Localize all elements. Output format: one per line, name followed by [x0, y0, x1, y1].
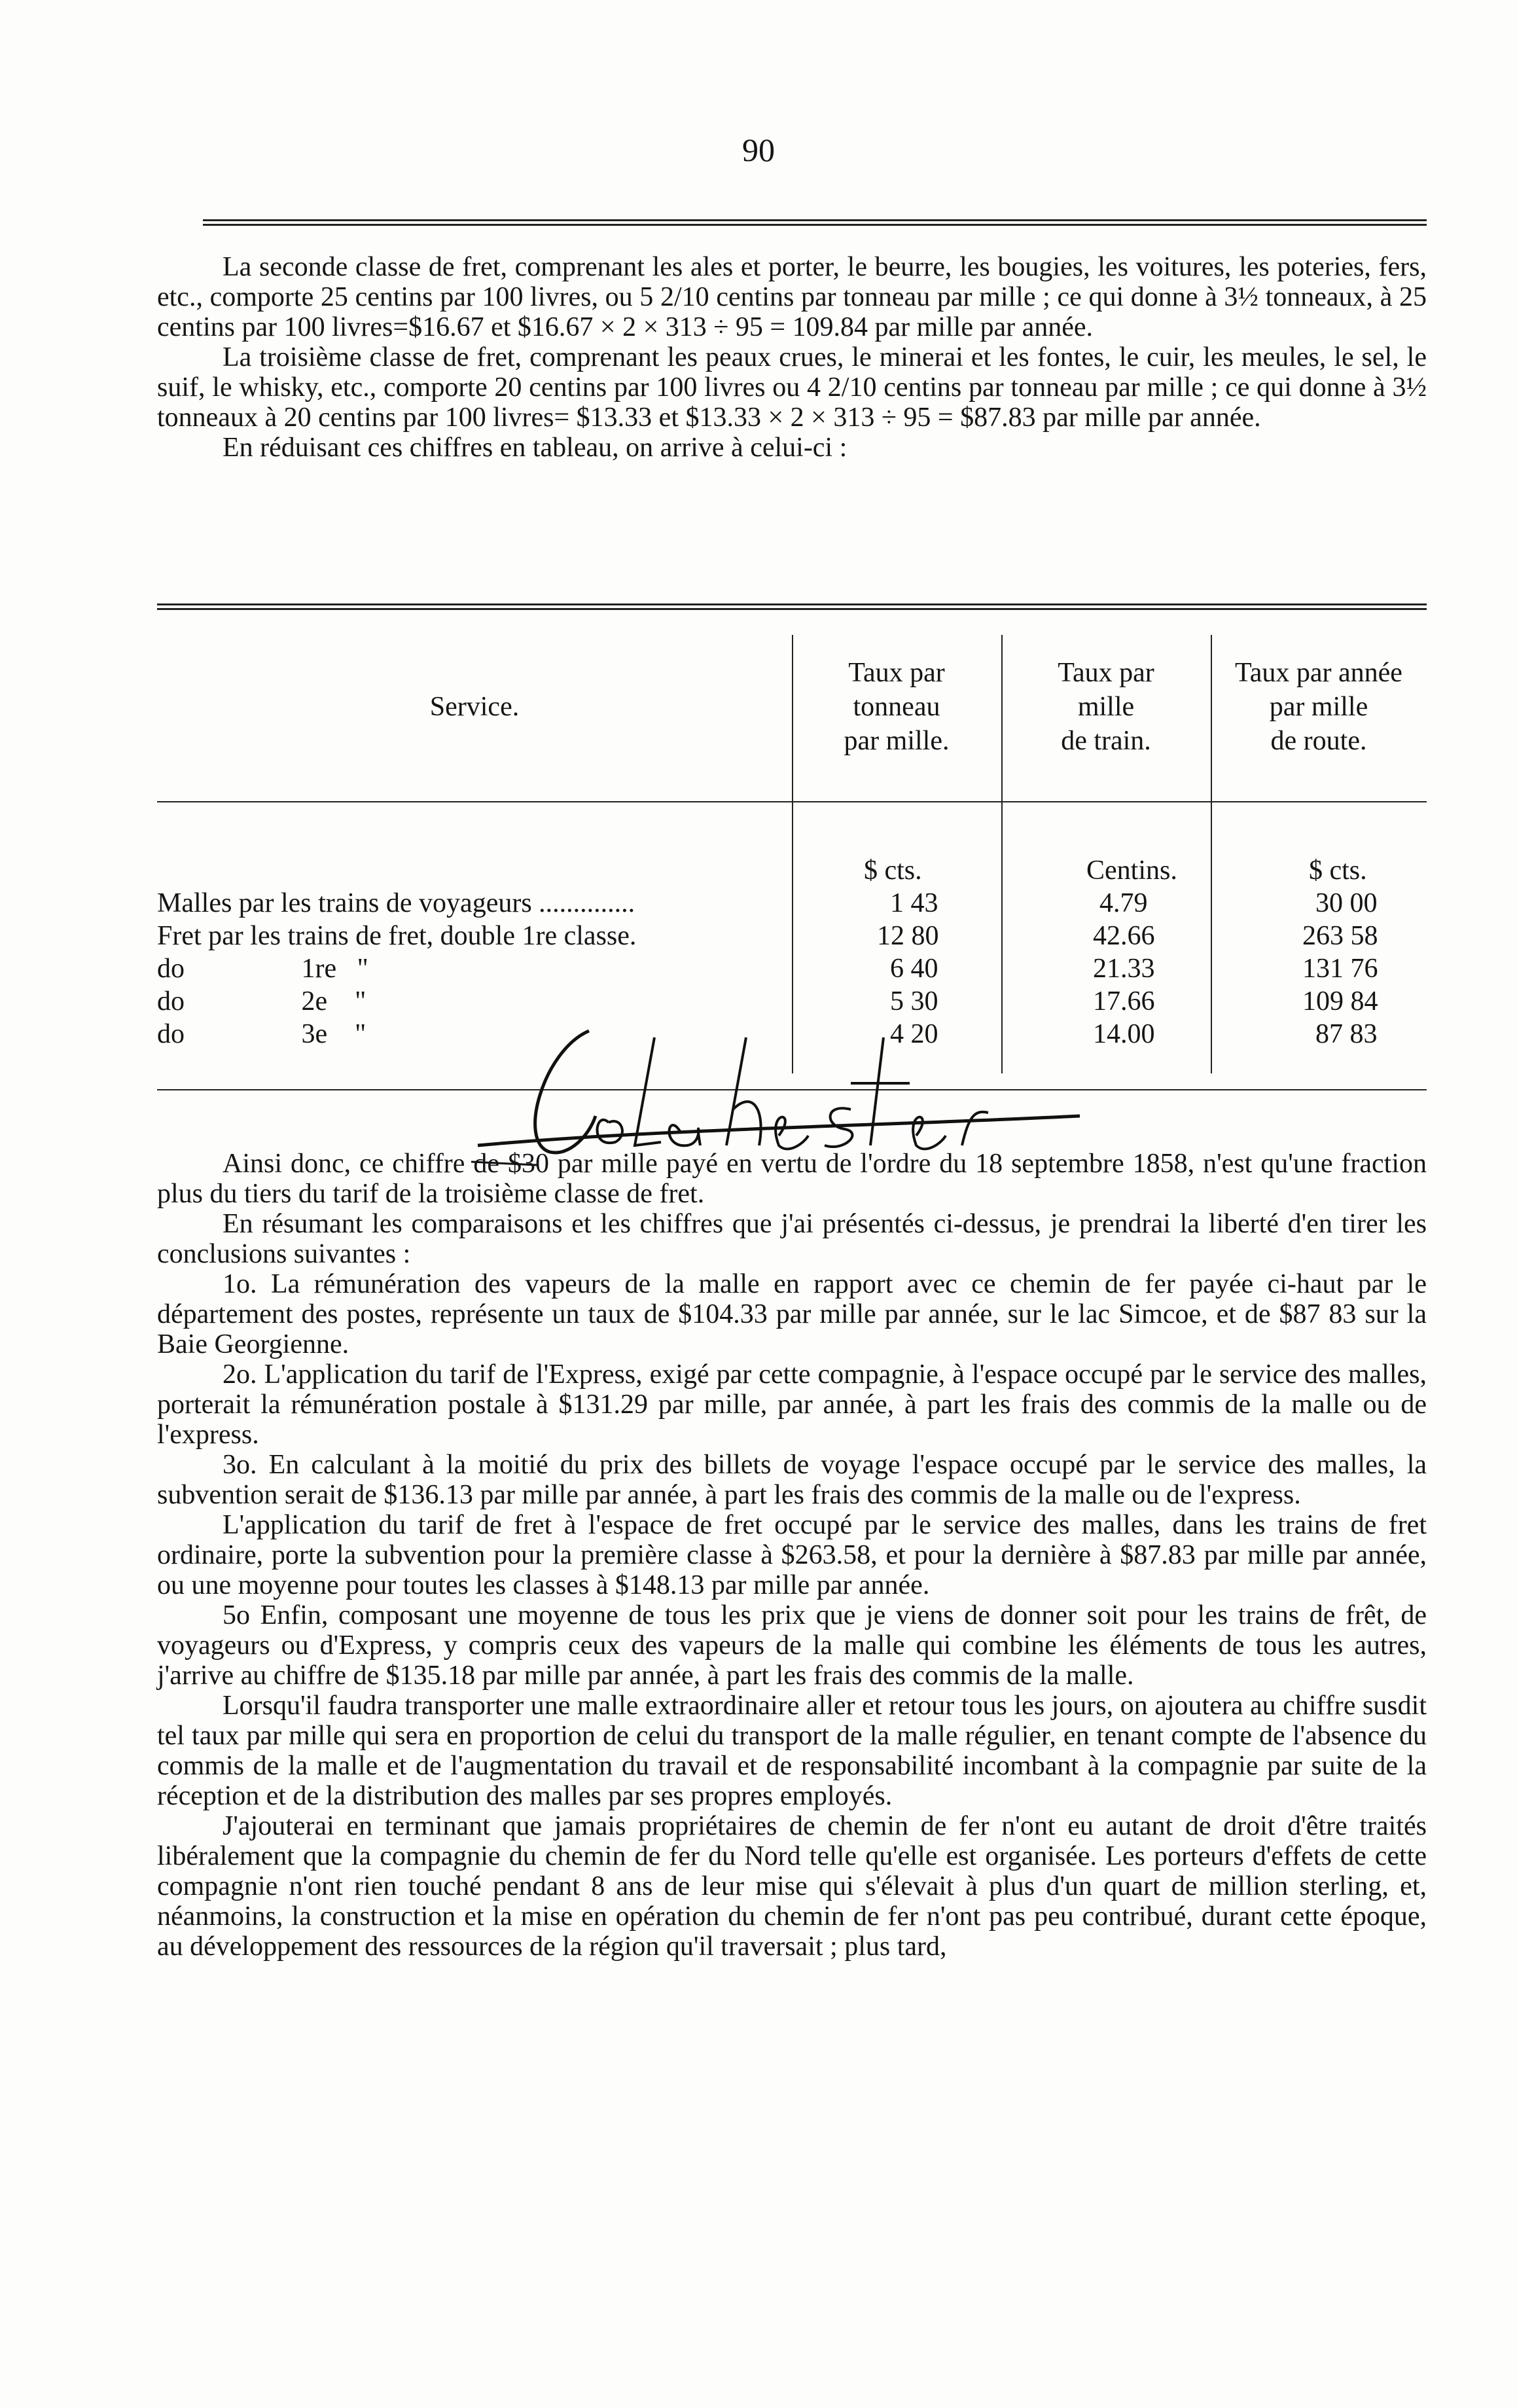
- row-col1: 4 20: [890, 1019, 938, 1049]
- header-rule: [157, 801, 1427, 802]
- row-col2: 17.66: [1093, 986, 1155, 1016]
- paragraph-third-class: La troisième classe de fret, comprenant les peaux crues, le minerai et les fontes, le cuir, les meules, le sel, le suif, le whisky, etc., comporte 20 centins par 100 livres ou 4 2/10 centins par tonneau par mille ; ce qui donne à 3½ tonneaux à 20 centins par 100 livres= $13.33 et $13.33 × 2 × 313 ÷ 95 = $87.83 par mille par année.: [157, 342, 1427, 433]
- row-col1: 12 80: [877, 921, 939, 951]
- paragraph-freight-tariff: L'application du tarif de fret à l'espace de fret occupé par le service des malles, dans les trains de fret ordinaire, porte la subvention pour la première classe à $263.58, et pour la dernière à $87.83 par mille par année, ou une moyenne pour toutes les classes à $148.13 par mille par année.: [157, 1510, 1427, 1600]
- row-col2: 42.66: [1093, 921, 1155, 951]
- page-number: 90: [742, 132, 775, 168]
- paragraph-table-intro: En réduisant ces chiffres en tableau, on arrive à celui-ci :: [223, 433, 848, 463]
- unit-col3: $ cts.: [1309, 855, 1367, 886]
- units-row: [157, 854, 1427, 888]
- top-text-block: [157, 252, 1427, 463]
- row-col3: 87 83: [1315, 1019, 1378, 1049]
- row-col1: 5 30: [890, 986, 938, 1016]
- table-row: [157, 952, 1427, 986]
- paragraph-summary-intro: En résumant les comparaisons et les chiffres que j'ai présentés ci-dessus, je prendrai la liberté d'en tirer les conclusions suivantes :: [157, 1209, 1427, 1269]
- header-rate-per-year: Taux par année par mille de route.: [1235, 658, 1402, 756]
- unit-col1: $ cts.: [864, 855, 922, 886]
- paragraph-point-2: 2o. L'application du tarif de l'Express, exigé par cette compagnie, à l'espace occupé par le service des malles, porterait la rémunération postale à $131.29 par mille, par année, à part les frais des commis de la malle ou de l'express.: [157, 1359, 1427, 1450]
- paragraph-point-1: 1o. La rémunération des vapeurs de la malle en rapport avec ce chemin de fer payée ci-haut par le département des postes, représente un taux de $104.33 par mille par année, sur le lac Simcoe, et de $87 83 sur la Baie Georgienne.: [157, 1269, 1427, 1359]
- row-service: do 1re ": [157, 954, 368, 984]
- header-service: Service.: [429, 692, 520, 722]
- top-double-rule: [203, 219, 1427, 226]
- header-rate-per-ton: Taux par tonneau par mille.: [844, 658, 950, 756]
- row-service: Malles par les trains de voyageurs ..............: [157, 888, 635, 918]
- row-col2: 4.79: [1099, 888, 1148, 918]
- table-row: [157, 919, 1427, 953]
- row-col3: 30 00: [1315, 888, 1378, 918]
- table-top-rule: [157, 603, 1427, 610]
- unit-col2: Centins.: [1086, 855, 1177, 886]
- table-row: [157, 886, 1427, 920]
- row-col3: 263 58: [1302, 921, 1378, 951]
- row-service: do 3e ": [157, 1019, 366, 1049]
- row-col2: 14.00: [1093, 1019, 1155, 1049]
- row-col1: 1 43: [890, 888, 938, 918]
- row-col1: 6 40: [890, 954, 938, 984]
- paragraph-point-3: 3o. En calculant à la moitié du prix des billets de voyage l'espace occupé par le service des malles, la subvention serait de $136.13 par mille par année, à part les frais des commis de la malle ou de l'express.: [157, 1450, 1427, 1510]
- row-col3: 109 84: [1302, 986, 1378, 1016]
- paragraph-second-class: La seconde classe de fret, comprenant les ales et porter, le beurre, les bougies, les voitures, les poteries, fers, etc., comporte 25 centins par 100 livres, ou 5 2/10 centins par tonneau par mille ; ce qui donne à 3½ tonneaux, à 25 centins par 100 livres=$16.67 et $16.67 × 2 × 313 ÷ 95 = 109.84 par mille par année.: [157, 252, 1427, 342]
- paragraph-point-5: 5o Enfin, composant une moyenne de tous les prix que je viens de donner soit pour les trains de frêt, de voyageurs ou d'Express, y compris ceux des vapeurs de la malle qui combine les éléments de tous les autres, j'arrive au chiffre de $135.18 par mille par année, à part les frais des commis de la malle.: [157, 1600, 1427, 1691]
- row-col2: 21.33: [1093, 954, 1155, 984]
- row-service: do 2e ": [157, 986, 366, 1016]
- row-col3: 131 76: [1302, 954, 1378, 984]
- header-rate-per-train-mile: Taux par mille de train.: [1058, 658, 1154, 756]
- paragraph-conclusion-fraction: Ainsi donc, ce chiffre de $30 par mille payé en vertu de l'ordre du 18 septembre 1858, n'est qu'une fraction plus du tiers du tarif de la troisième classe de fret.: [157, 1149, 1427, 1209]
- row-service: Fret par les trains de fret, double 1re classe.: [157, 921, 637, 951]
- paragraph-closing: J'ajouterai en terminant que jamais propriétaires de chemin de fer n'ont eu autant de droit d'être traités libéralement que la compagnie du chemin de fer du Nord telle qu'elle est organisée. Les porteurs d'effets de cette compagnie n'ont rien touché pendant 8 ans de leur mise qui s'élevait à plus d'un quart de million sterling, et, néanmoins, la construction et la mise en opération du chemin de fer n'ont pas peu contribué, durant cette époque, au développement des ressources de la région qu'il traversait ; plus tard,: [157, 1811, 1427, 1962]
- bottom-text-block: [157, 1149, 1427, 1962]
- paragraph-extra-mail: Lorsqu'il faudra transporter une malle extraordinaire aller et retour tous les jours, on ajoutera au chiffre susdit tel taux par mille qui sera en proportion de celui du transport de la malle régulier, en tenant compte de l'absence du commis de la malle et de l'augmentation du travail et de responsabilité incombant à la compagnie par suite de la réception et de la distribution des malles par ses propres employés.: [157, 1691, 1427, 1811]
